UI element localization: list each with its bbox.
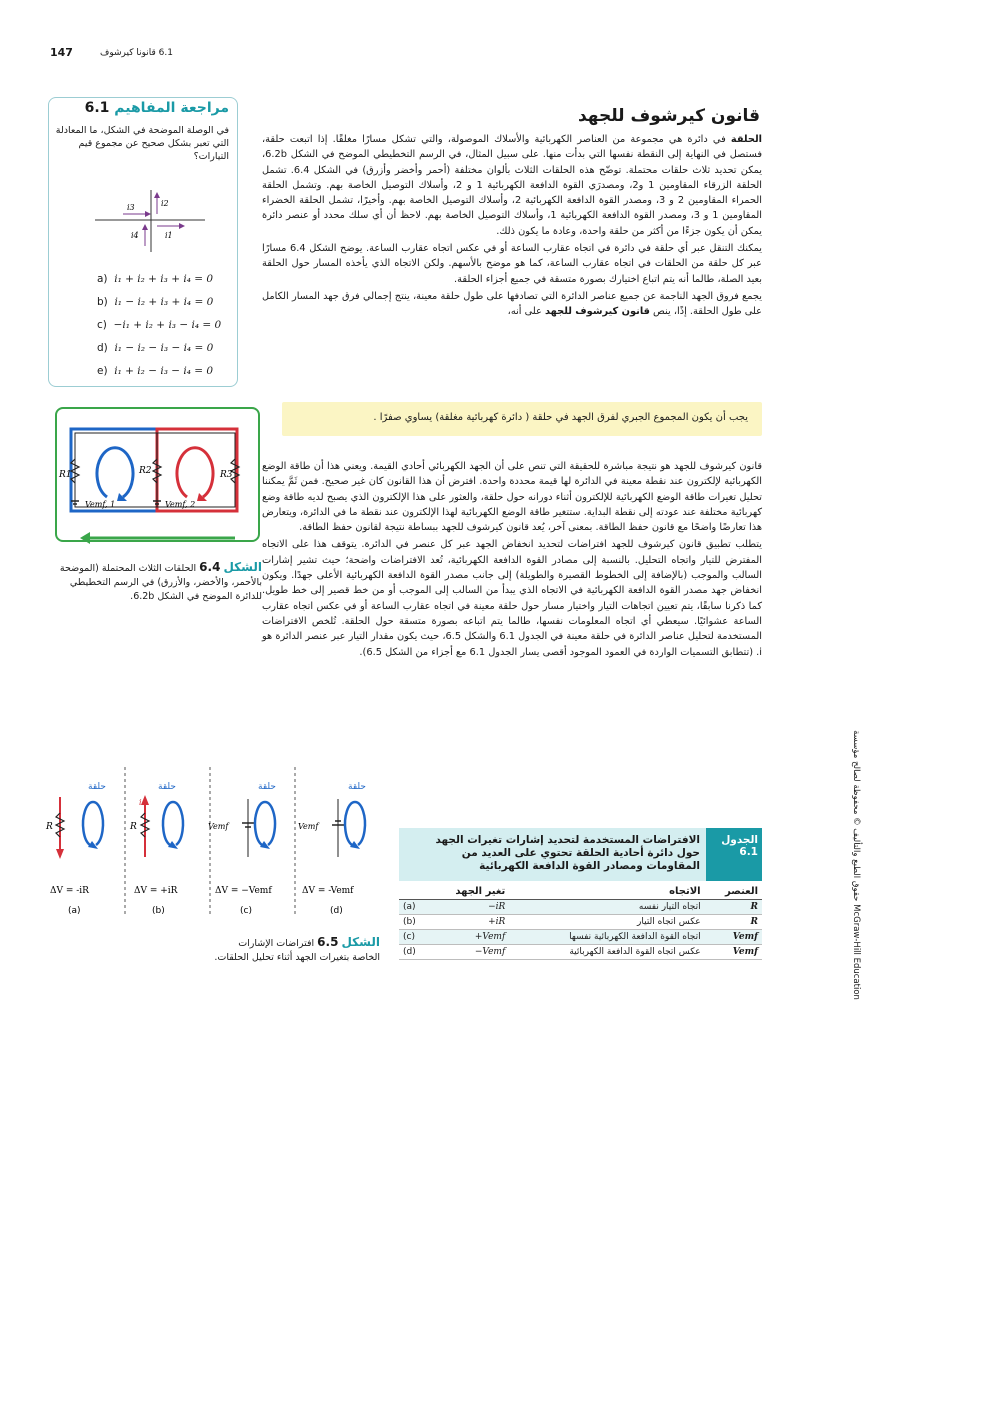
panel-d (298, 782, 366, 916)
paragraph-1-text: في دائرة هي مجموعة من العناصر الكهربائية والأسلاك الموصولة، والتي تشكل مسارًا مغلقًا. إذا اتبعت حلقة، فستصل في النهاية إلى النقطة نفسها التي بدأت منها. على سبيل المثال، في الرسم التخطيطي الموضح في الشكل 6.2b، يمكن تحديد ثلاث حلقات محتملة. توضّح هذه الحلقات الثلاث بألوان مختلفة (أحمر وأخضر وأزرق) في الشكل 6.4. تشمل الحلقة الزرقاء المقاومين 1 و2، ومصدرَي القوة الدافعة الكهربائية 1 و 2، وأسلاك التوصيل الخاصة بهم. وتشمل الحلقة الحمراء المقاومين 2 و 3، ومصدر القوة الدافعة الكهربائية 2، وأسلاك التوصيل الخاصة بهم. وأخيرًا، تشمل الحلقة الخضراء المقاومين 1 و 3، ومصدر القوة الدافعة الكهربائية 1، وأسلاك التوصيل الخاصة بهم. لاحظ أن أي سلك محدد أو عنصر دائرة يمكن أن يكون جزءًا من أكثر من حلقة واحدة، وعادة ما يكون ذلك. (262, 134, 763, 237)
cell-case: (d) (399, 945, 428, 960)
label-r2: R2 (139, 466, 152, 476)
answer-c[interactable] (97, 319, 221, 331)
cell-case: (a) (399, 900, 428, 915)
caption-number: 6.4 (199, 560, 221, 574)
concept-review-question: في الوصلة الموضحة في الشكل، ما المعادلة التي تعبر بشكل صحيح عن مجموع قيم التيارات؟ (55, 125, 229, 162)
answer-b[interactable] (97, 296, 213, 308)
label-vemf1: Vemf, 1 (85, 500, 116, 509)
copyright-text: حقوق الطبع والتأليف © محفوظة لصالح مؤسسة McGraw-Hill Education (850, 730, 861, 1000)
answer-d[interactable] (97, 342, 213, 354)
answer-letter: c) (97, 319, 107, 331)
paragraph-1 (262, 132, 762, 239)
paragraph-3 (262, 289, 762, 320)
loop-label: حلقة (158, 782, 176, 792)
table-6-1 (399, 884, 762, 960)
label-r3: R3 (220, 470, 233, 480)
law-statement-box (282, 402, 762, 436)
cell-element: Vemf (705, 945, 762, 960)
table-row (399, 900, 762, 915)
figure-6-5-caption (210, 935, 380, 965)
panel-tag: (b) (152, 906, 165, 916)
answer-letter: e) (97, 365, 108, 377)
panel-tag: (c) (240, 906, 252, 916)
label-vemf2: Vemf, 2 (165, 500, 196, 509)
loop-label: حلقة (88, 782, 106, 792)
main-text-continued (262, 459, 762, 662)
answer-letter: a) (97, 273, 108, 285)
delta-v-label: ΔV = +iR (134, 886, 178, 896)
page-number: 147 (50, 46, 73, 59)
label-i2: i2 (161, 199, 169, 208)
label-r1: R1 (59, 470, 72, 480)
answer-expression: i₁ − i₂ + i₃ + i₄ = 0 (114, 296, 214, 308)
loop-label: حلقة (348, 782, 366, 792)
answer-e[interactable] (97, 365, 213, 377)
element-label: Vemf (298, 822, 319, 831)
answer-letter: b) (97, 296, 108, 308)
caption-text: افتراضات الإشارات الخاصة بتغيرات الجهد أثناء تحليل الحلقات. (214, 938, 380, 963)
cell-element: R (705, 900, 762, 915)
caption-text: الحلقات الثلاث المحتملة (الموضحة بالأحمر، والأخضر، والأزرق) في الرسم التخطيطي للدائرة الموضح في الشكل 6.2b. (59, 563, 262, 602)
label-i1: i1 (165, 231, 173, 240)
header-case (399, 884, 428, 900)
cell-direction: عكس اتجاه القوة الدافعة الكهربائية (509, 945, 704, 960)
running-head: 6.1 قانونا كيرشوف (100, 48, 173, 58)
delta-v-label: ΔV = -iR (50, 886, 89, 896)
loop-label: حلقة (258, 782, 276, 792)
element-label: R (46, 822, 53, 832)
delta-v-label: ΔV = -Vemf (302, 886, 354, 896)
element-label: R (130, 822, 137, 832)
paragraph-5: يتطلب تطبيق قانون كيرشوف للجهد افتراضات لتحديد انخفاض الجهد عبر كل عنصر في الدائرة. يتوقف هذا على الاتجاه المفترض للتيار واتجاه التحليل. بالنسبة إلى مصادر القوة الدافعة الكهربائية، تُعد الافتراضات واضحة؛ حيث تشير إشارات السالب والموجب (بالإضافة إلى الخطوط القصيرة والطويلة) إلى جانب مصدر القوة الدافعة الكهربائية الأعلى جهدًا. ويكون انخفاض جهد مصدر القوة الدافعة الكهربائية في الاتجاه الذي يبدأ من السالب إلى الموجب أو من خط قصير إلى خط طويل. كما ذكرنا سابقًا، يتم تعيين اتجاهات التيار واختيار مسار حول حلقة معينة في اتجاه عقارب الساعة أو في عكس اتجاه عقارب الساعة عشوائيًا. سيعطي أي اتجاه المعلومات نفسها، طالما يتم اتباعه بصورة متسقة حول الحلقة. تُلخص الافتراضات المستخدمة لتحليل عناصر الدائرة في حلقة معينة في الجدول 6.1 والشكل 6.5، حيث يكون مقدار التيار عبر عنصر الدائرة هو i. (تتطابق التسميات الواردة في العمود الموجود أقصى يسار الجدول 6.1 مع أجزاء من الشكل 6.5). (262, 539, 762, 658)
answer-letter: d) (97, 342, 108, 354)
paragraph-2: يمكنك التنقل عبر أي حلقة في دائرة في اتجاه عقارب الساعة أو في عكس اتجاه عقارب الساعة. يوضح الشكل 6.4 مسارًا عبر كل حلقة من الحلقات في اتجاه عقارب الساعة، كما هو موضح بالأسهم. ولكن الاتجاه الذي يأخذه المسار حول الحلقة بعيد الصلة، طالما أنه يتم اتباع اختيارك بصورة متسقة في جميع أجزاء الحلقة. (262, 243, 762, 285)
panel-c (208, 782, 276, 916)
panel-tag: (d) (330, 906, 343, 916)
answer-expression: i₁ − i₂ − i₃ − i₄ = 0 (114, 342, 214, 354)
figure-6-4 (55, 407, 260, 542)
table-row (399, 930, 762, 945)
answer-expression: i₁ + i₂ + i₃ + i₄ = 0 (114, 273, 214, 285)
cell-case: (c) (399, 930, 428, 945)
cell-direction: عكس اتجاه التيار (509, 915, 704, 930)
header-element: العنصر (705, 884, 762, 900)
cell-change: −iR (428, 900, 509, 915)
three-loops-circuit (57, 409, 258, 540)
answer-a[interactable] (97, 273, 213, 285)
panel-a (45, 782, 106, 916)
concept-review-label: مراجعة المفاهيم (114, 100, 229, 116)
label-i4: i4 (131, 231, 139, 240)
panel-tag: (a) (68, 906, 81, 916)
cell-change: +Vemf (428, 930, 509, 945)
caption-number: 6.5 (317, 935, 339, 949)
cell-change: +iR (428, 915, 509, 930)
law-statement: يجب أن يكون المجموع الجبري لفرق الجهد في حلقة ( دائرة كهربائية مغلقة) يساوي صفرًا . (373, 412, 748, 423)
caption-label: الشكل (223, 560, 262, 574)
table-title: الافتراضات المستخدمة لتحديد إشارات تغيرات الجهد حول دائرة أحادية الحلقة تحتوي على العديد من المقاومات ومصادر القوة الدافعة الكهربائية (435, 834, 700, 872)
header-change: تغير الجهد (428, 884, 509, 900)
table-tag: الجدول 6.1 (706, 828, 762, 881)
concept-review-title (85, 100, 229, 116)
cell-case: (b) (399, 915, 428, 930)
main-text (262, 132, 762, 322)
answer-expression: i₁ + i₂ − i₃ − i₄ = 0 (114, 365, 214, 377)
panel-b (129, 782, 183, 916)
delta-v-label: ΔV = −Vemf (215, 886, 272, 896)
paragraph-3-text: يجمع فروق الجهد الناجمة عن جميع عناصر الدائرة التي تصادفها على طول حلقة معينة، ينتج إجمالي فرق جهد المسار الكامل على طول الحلقة. إذًا، ينص (262, 290, 762, 318)
cell-direction: اتجاه القوة الدافعة الكهربائية نفسها (509, 930, 704, 945)
cell-change: −Vemf (428, 945, 509, 960)
junction-diagram (95, 190, 205, 252)
section-title: قانون كيرشوف للجهد (577, 106, 760, 126)
table-row (399, 945, 762, 960)
keyword-loop: الحلقة (730, 134, 762, 145)
caption-label: الشكل (341, 935, 380, 949)
copyright-notice (848, 700, 863, 1030)
figure-6-4-caption (48, 560, 262, 604)
cell-direction: اتجاه التيار نفسه (509, 900, 704, 915)
table-row (399, 915, 762, 930)
table-6-1-header (399, 828, 762, 881)
figure-6-5 (40, 765, 380, 925)
cell-element: R (705, 915, 762, 930)
concept-review-number: 6.1 (84, 100, 110, 116)
table-header-row (399, 884, 762, 900)
keyword-kvl: قانون كيرشوف للجهد (545, 306, 650, 318)
element-label: Vemf (208, 822, 229, 831)
current-label: i (139, 798, 142, 807)
concept-review-box (48, 97, 238, 387)
paragraph-4: قانون كيرشوف للجهد هو نتيجة مباشرة للحقيقة التي تنص على أن الجهد الكهربائي أحادي القيمة. ويعني هذا أن طاقة الوضع الكهربائية لإلكترون عند نقطة معينة في الدائرة لها قيمة محددة واحدة. افترض أن هذا القانون كان غير صحيح. فمن ثَمَّ يمكننا تحليل تغيرات طاقة الوضع الكهربائية للإلكترون أثناء دورانه حول حلقة، والعثور على هذا الإلكترون الذي يصبح لديه طاقة وضع كهربائية مختلفة عند عودته إلى نقطة البداية. ستتغير طاقة الوضع الكهربائية لهذا الإلكترون عند نقطة ما في الدائرة، ويتعارض هذا تعارضًا واضحًا مع قانون حفظ الطاقة. بمعنى آخر، يُعد قانون كيرشوف للجهد ببساطة نتيجة لقانون حفظ الطاقة. (262, 461, 762, 534)
label-i3: i3 (127, 203, 135, 212)
cell-element: Vemf (705, 930, 762, 945)
answer-expression: −i₁ + i₂ + i₃ − i₄ = 0 (113, 319, 222, 331)
header-direction: الاتجاه (509, 884, 704, 900)
green-loop-arrow (80, 528, 240, 548)
paragraph-3-end: على أنه، (507, 306, 546, 318)
